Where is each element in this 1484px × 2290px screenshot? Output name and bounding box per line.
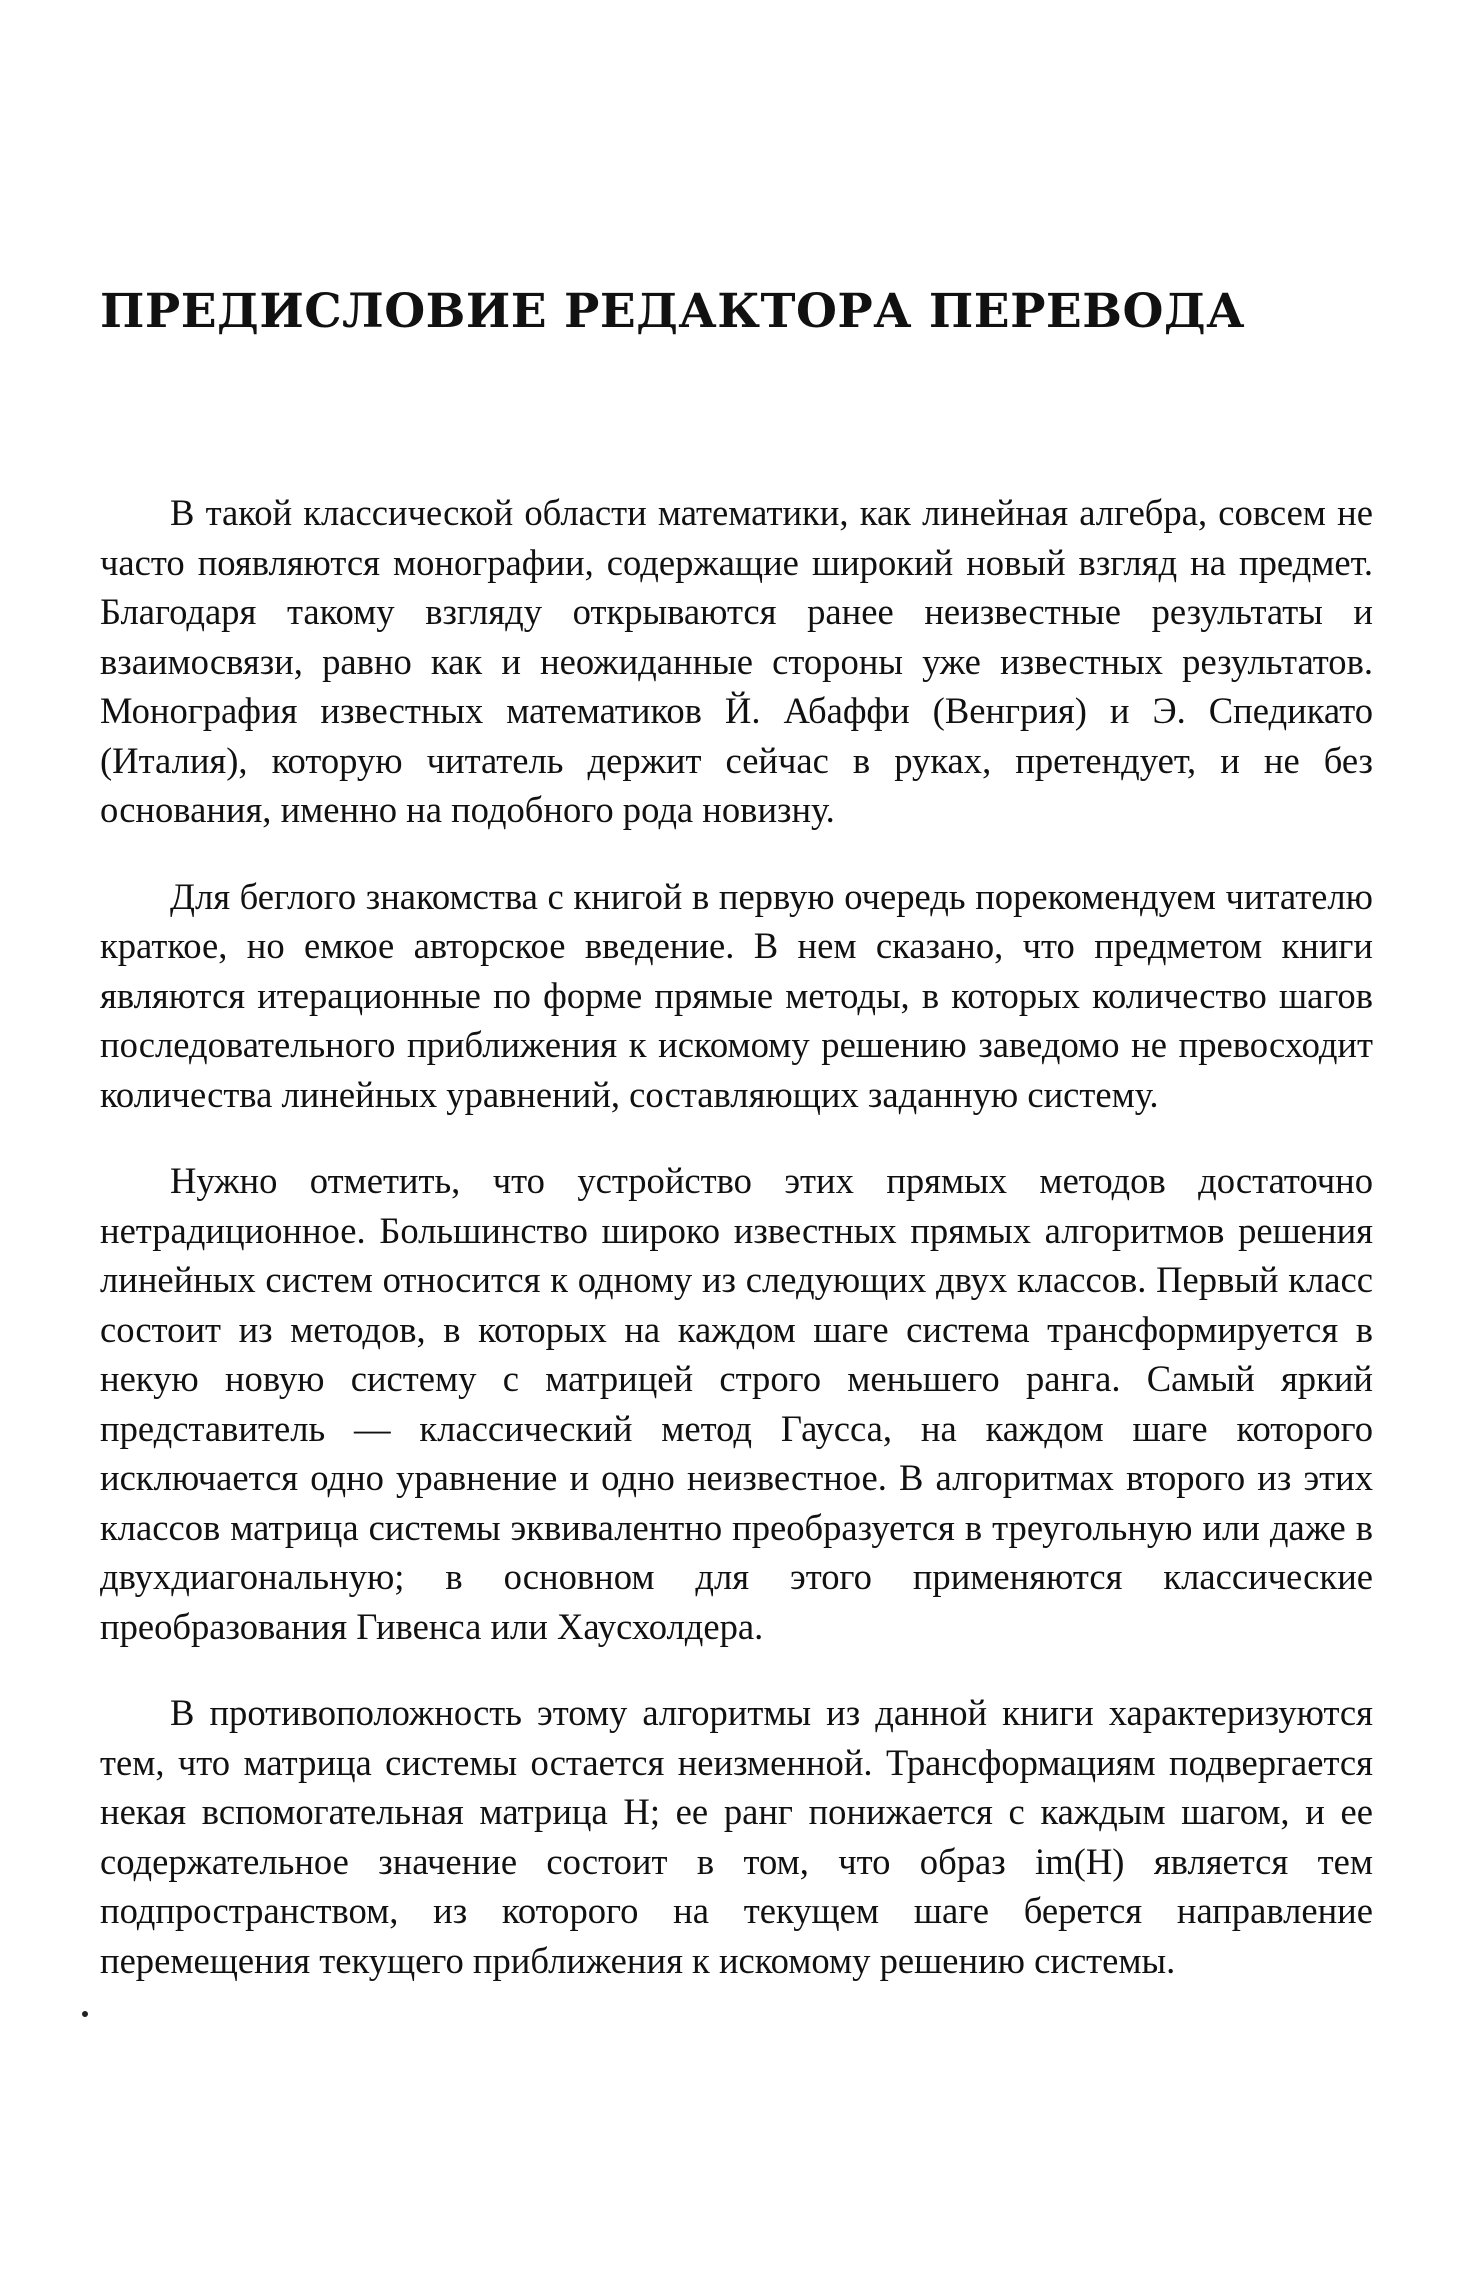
margin-mark — [82, 2011, 88, 2017]
paragraph-1: В такой классической области математики, как линейная алгебра, совсем не часто появляются монографии, содержащие широкий новый взгляд на предмет. Благодаря такому взгляду открываются ранее неизвестные результаты и взаимосвязи, равно как и неожиданные стороны уже известных результатов. Монография известных математиков Й. Абаффи (Венгрия) и Э. Спедикато (Италия), которую читатель держит сейчас в руках, претендует, и не без основания, именно на подобного рода новизну. — [100, 492, 1373, 830]
body-text — [100, 488, 1373, 1985]
paragraph-2: Для беглого знакомства с книгой в первую очередь порекомендуем читателю краткое, но емкое авторское введение. В нем сказано, что предметом книги являются итерационные по форме прямые методы, в которых количество шагов последовательного приближения к искомому решению заведомо не превосходит количества линейных уравнений, составляющих заданную систему. — [100, 875, 1373, 1115]
paragraph-4: В противоположность этому алгоритмы из данной книги характеризуются тем, что матрица системы остается неизменной. Трансформациям подвергается некая вспомогательная матрица H; ее ранг понижается с каждым шагом, и ее содержательное значение состоит в том, что образ im(H) является тем подпространством, из которого на текущем шаге берется направление перемещения текущего приближения к искомому решению системы. — [100, 1692, 1373, 1981]
paragraph-3: Нужно отметить, что устройство этих прямых методов достаточно нетрадиционное. Большинство широко известных прямых алгоритмов решения линейных систем относится к одному из следующих двух классов. Первый класс состоит из методов, в которых на каждом шаге система трансформируется в некую новую систему с матрицей строго меньшего ранга. Самый яркий представитель — классический метод Гаусса, на каждом шаге которого исключается одно уравнение и одно неизвестное. В алгоритмах второго из этих классов матрица системы эквивалентно преобразуется в треугольную или даже в двухдиагональную; в основном для этого применяются классические преобразования Гивенса или Хаусхолдера. — [100, 1160, 1373, 1647]
chapter-heading: ПРЕДИСЛОВИЕ РЕДАКТОРА ПЕРЕВОДА — [100, 284, 1245, 339]
